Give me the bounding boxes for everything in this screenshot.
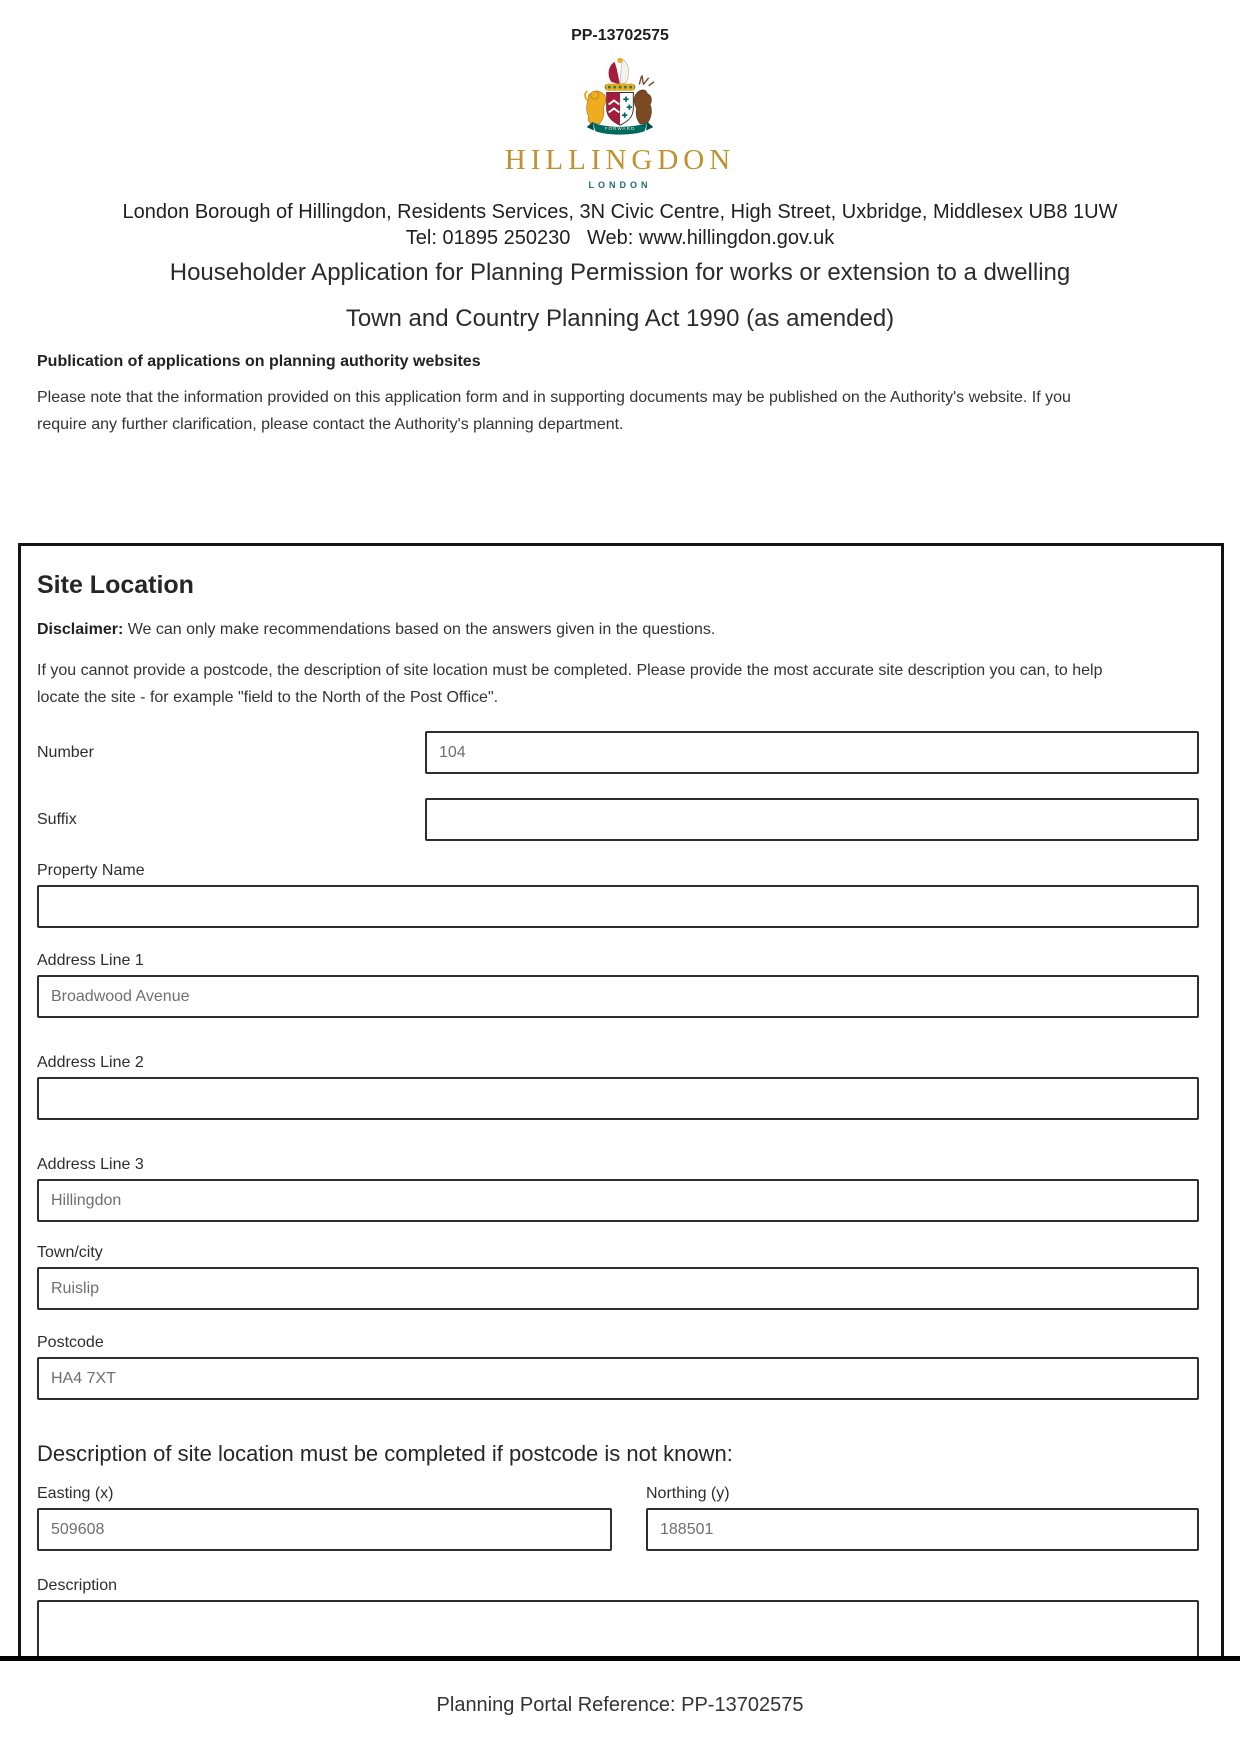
suffix-input[interactable] [425,798,1199,841]
address-line-2-label: Address Line 2 [37,1054,144,1071]
field-group-description [37,1577,1199,1656]
town-city-input[interactable] [37,1267,1199,1310]
site-location-intro: If you cannot provide a postcode, the description of site location must be completed. Please provide the most accurate site description you can, to help locate the site - for example "field to the North of the Post Office". [37,662,1103,706]
site-location-section [18,543,1224,1656]
tel-web-line: Tel: 01895 250230 Web: www.hillingdon.gov.uk [405,227,835,249]
number-label: Number [37,743,94,761]
disclaimer-label: Disclaimer: [37,621,124,638]
lion-supporter [585,91,606,124]
description-label: Description [37,1577,118,1594]
description-requirement-heading: Description of site location must be completed if postcode is not known: [37,1441,733,1466]
property-name-input[interactable] [37,885,1199,928]
form-title: Householder Application for Planning Permission for works or extension to a dwelling [169,259,1071,286]
disclaimer [37,620,1199,640]
property-name-label: Property Name [37,862,145,879]
crest-shield [607,93,634,126]
publication-body: Please note that the information provided on this application form and in supporting documents may be published on the Authority's website. If you require any further clarification, please contact the Authority's planning department. [37,389,1071,433]
northing-label: Northing (y) [646,1485,730,1502]
address-line-2-input[interactable] [37,1077,1199,1120]
postcode-input[interactable] [37,1357,1199,1400]
number-input[interactable] [425,731,1199,774]
crest-plume [609,58,629,85]
easting-label: Easting (x) [37,1485,114,1502]
suffix-label: Suffix [37,810,77,828]
northing-input[interactable] [646,1508,1199,1551]
easting-input[interactable] [37,1508,612,1551]
field-group-northing [646,1485,1199,1551]
field-group-easting [37,1485,612,1551]
crest-circlet [605,84,636,91]
page-break-divider [0,1656,1240,1661]
publication-note [37,352,1200,438]
address-line-3-label: Address Line 3 [37,1156,144,1173]
london-subtitle: LONDON [588,180,652,190]
address-line-1-label: Address Line 1 [37,952,144,969]
hillingdon-wordmark: HILLINGDON [504,144,736,176]
field-group-address-line-3 [37,1156,1199,1222]
site-location-heading: Site Location [37,571,194,599]
field-group-property-name [37,862,1199,928]
town-city-label: Town/city [37,1244,103,1261]
field-group-town-city [37,1244,1199,1310]
field-group-address-line-2 [37,1054,1199,1120]
postcode-label: Postcode [37,1334,104,1351]
field-group-address-line-1 [37,952,1199,1018]
field-row-number [37,731,1199,774]
authority-address-line: London Borough of Hillingdon, Residents Services, 3N Civic Centre, High Street, Uxbridge, Middlesex UB8 1UW [122,201,1118,223]
hillingdon-coat-of-arms [570,55,670,142]
motto-text: FORWARD [604,125,636,131]
description-textarea[interactable] [37,1600,1199,1656]
disclaimer-text: We can only make recommendations based on the answers given in the questions. [127,621,716,638]
address-line-3-input[interactable] [37,1179,1199,1222]
address-line-1-input[interactable] [37,975,1199,1018]
act-subtitle: Town and Country Planning Act 1990 (as amended) [345,305,895,332]
field-row-suffix [37,798,1199,841]
coordinates-row [37,1485,1199,1551]
footer-reference: Planning Portal Reference: PP-13702575 [436,1694,804,1716]
field-group-postcode [37,1334,1199,1400]
planning-portal-reference-top: PP-13702575 [571,27,669,44]
stag-supporter [634,75,654,124]
publication-heading: Publication of applications on planning authority websites [37,353,481,370]
